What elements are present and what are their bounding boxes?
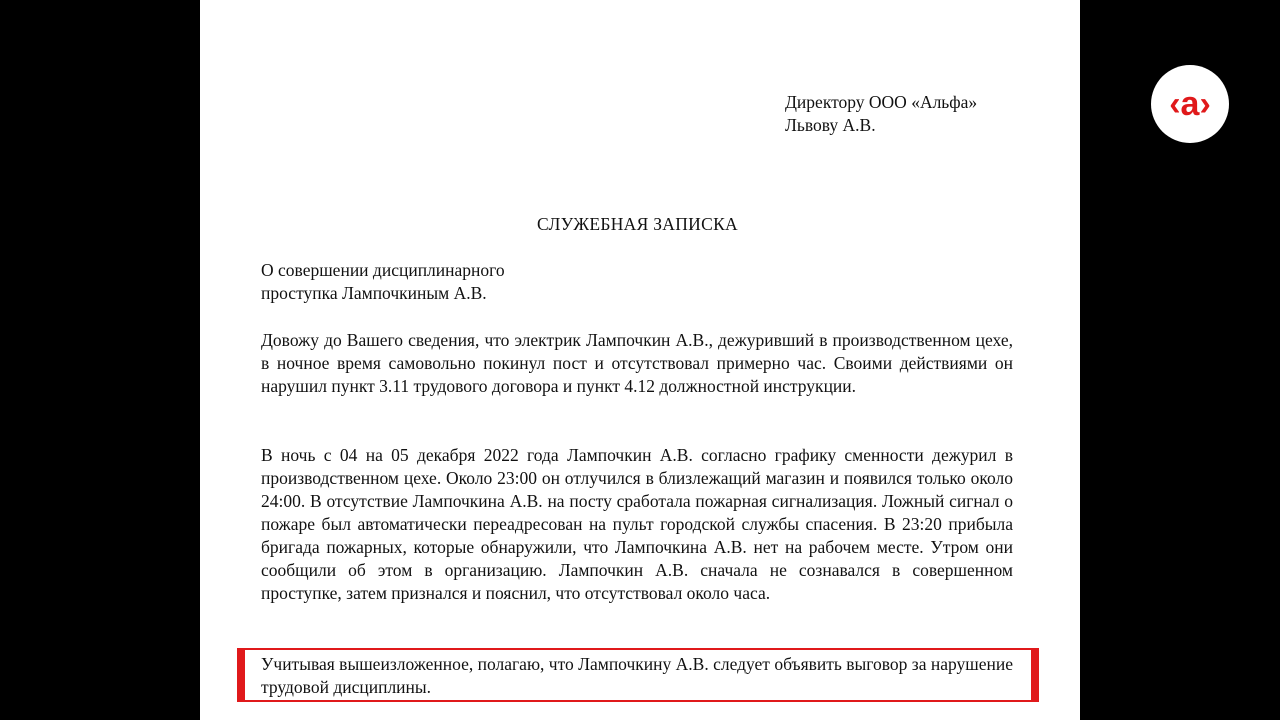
brand-logo-svg [1151, 65, 1229, 143]
subject-block [261, 259, 661, 305]
document-title: СЛУЖЕБНАЯ ЗАПИСКА [536, 214, 738, 234]
conclusion-paragraph: Учитывая вышеизложенное, полагаю, что Лампочкину А.В. следует объявить выговор за нарушение трудовой дисциплины. [261, 654, 1014, 697]
subject-line-1: О совершении дисциплинарного [261, 260, 505, 280]
conclusion-highlight-box [237, 648, 1039, 702]
subject-line-2: проступка Лампочкиным А.В. [261, 283, 487, 303]
brand-logo-a-icon [1151, 65, 1229, 143]
body-paragraph-1: Довожу до Вашего сведения, что электрик Лампочкин А.В., дежуривший в производственном цехе, в ночное время самовольно покинул пост и отсутствовал примерно час. Своими действиями он нарушил пункт 3.11 трудового договора и пункт 4.12 должностной инструкции. [261, 330, 1013, 396]
brand-logo-text: ‹a› [1169, 85, 1211, 123]
addressee-position: Директору ООО «Альфа» [785, 92, 978, 112]
addressee-block [785, 91, 1065, 137]
addressee-name: Львову А.В. [785, 115, 876, 135]
document-page [200, 0, 1080, 720]
body-paragraph-2: В ночь с 04 на 05 декабря 2022 года Лампочкин А.В. согласно графику сменности дежурил в производственном цехе. Около 23:00 он отлучился в близлежащий магазин и появился только около 24:00. В отсутствие Лампочкина А.В. на посту сработала пожарная сигнализация. Ложный сигнал о пожаре был автоматически переадресован на пульт городской службы спасения. В 23:20 прибыла бригада пожарных, которые обнаружили, что Лампочкина А.В. нет на рабочем месте. Утром они сообщили об этом в организацию. Лампочкин А.В. сначала не сознавался в совершенном проступке, затем признался и пояснил, что отсутствовал около часа. [261, 445, 1013, 603]
